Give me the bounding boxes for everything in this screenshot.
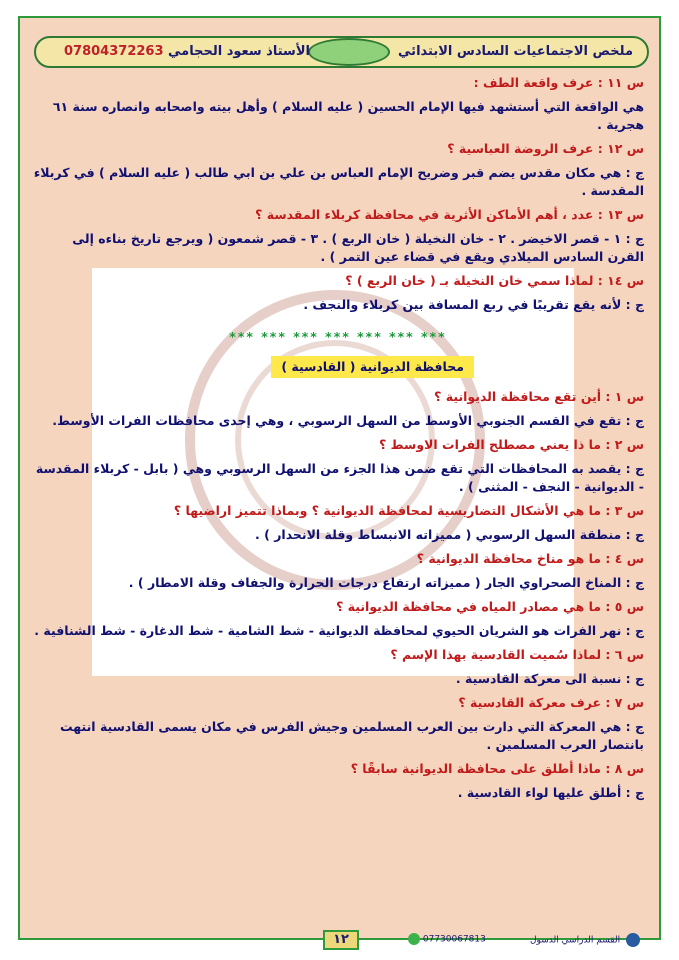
footer-phone: 07730067813 [422, 934, 486, 945]
question-line: س ٥ : ما هي مصادر المياه في محافظة الديوانية ؟ [336, 599, 644, 614]
header-bar [34, 36, 649, 68]
answer-line: ج : هي مكان مقدس يضم قبر وضريح الإمام العباس بن علي بن ابي طالب ( عليه السلام ) في كربلاء المقدسة . [33, 165, 644, 198]
question-line: س ١٤ : لماذا سمي خان النخيلة بـ ( خان الربع ) ؟ [345, 273, 644, 288]
header-title: ملخص الاجتماعيات السادس الابتدائي [398, 44, 633, 59]
question-line: س ٢ : ما ذا يعني مصطلح الفرات الاوسط ؟ [379, 437, 644, 452]
footer-label: القسم الدراسي الدسول [530, 935, 621, 946]
document-body [32, 68, 644, 802]
question-line: س ٧ : عرف معركة القادسية ؟ [458, 695, 644, 710]
question-line: س ٦ : لماذا سُميت القادسية بهذا الإسم ؟ [390, 647, 644, 662]
question-line: س ٣ : ما هي الأشكال التضاريسية لمحافظة الديوانية ؟ وبماذا تتميز اراضيها ؟ [173, 503, 644, 518]
question-line: س ٨ : ماذا أطلق على محافظة الديوانية سابقًا ؟ [350, 761, 644, 776]
answer-line: ج : نسبة الى معركة القادسية . [455, 671, 644, 686]
answer-line: ج : يقصد به المحافظات التي تقع ضمن هذا الجزء من السهل الرسوبي وهي ( بابل - كربلاء المقدسة - الديوانية - النجف - المثنى ) . [35, 461, 644, 494]
question-line: س ١ : أين تقع محافظة الديوانية ؟ [434, 389, 644, 404]
answer-line: ج : ١ - قصر الاخيضر . ٢ - خان النخيلة ( خان الربع ) . ٣ - قصر شمعون ( ويرجع تاريخ بناءه إلى القرن السادس الميلادي ويقع في قضاء عين التمر ) . [72, 231, 644, 264]
teacher-name: الأستاذ سعود الحجامي [168, 44, 310, 59]
section-title-wrap [32, 346, 644, 382]
answer-line: ج : لأنه يقع تقريبًا في ربع المسافة بين كربلاء والنجف . [303, 297, 644, 312]
answer-line: ج : نهر الفرات هو الشريان الحيوي لمحافظة الديوانية - شط الشامية - شط الدغارة - شط الشنافية . [34, 623, 644, 638]
footer-label-block [530, 933, 640, 947]
question-line: س ٤ : ما هو مناخ محافظة الديوانية ؟ [416, 551, 644, 566]
teacher-info [58, 44, 310, 59]
answer-line: ج : المناخ الصحراوي الجار ( مميزاته ارتفاع درجات الحرارة والجفاف وقلة الامطار ) . [128, 575, 644, 590]
question-line: س ١٢ : عرف الروضة العباسية ؟ [447, 141, 644, 156]
whatsapp-icon [408, 933, 420, 945]
footer-phone-block [408, 933, 486, 945]
answer-line: ج : تقع في القسم الجنوبي الأوسط من السهل الرسوبي ، وهي إحدى محافظات الفرات الأوسط. [52, 413, 644, 428]
answer-line: هي الواقعة التي أستشهد فيها الإمام الحسين ( عليه السلام ) وأهل بيته واصحابه وانصاره سنة ٦١ هجرية . [52, 99, 644, 132]
question-line: س ١١ : عرف واقعة الطف : [473, 75, 644, 90]
footer [0, 924, 679, 960]
header-oval [308, 38, 390, 66]
section-title: محافظة الديوانية ( القادسية ) [271, 356, 474, 378]
page-number: ١٢ [323, 930, 359, 950]
logo-icon [626, 933, 640, 947]
section-karbala [32, 74, 644, 314]
stars-divider: *** *** *** *** *** *** *** [229, 329, 447, 344]
answer-line: ج : أطلق عليها لواء القادسية . [457, 785, 644, 800]
teacher-phone: 07804372263 [64, 44, 164, 59]
question-line: س ١٣ : عدد ، أهم الأماكن الأثرية في محافظة كربلاء المقدسة ؟ [255, 207, 644, 222]
answer-line: ج : هي المعركة التي دارت بين العرب المسلمين وجيش الفرس في مكان يسمى القادسية انتهت بانتصار العرب المسلمين . [60, 719, 644, 752]
section-diwaniya [32, 388, 644, 802]
answer-line: ج : منطقة السهل الرسوبي ( مميزاته الانبساط وقلة الانحدار ) . [255, 527, 644, 542]
